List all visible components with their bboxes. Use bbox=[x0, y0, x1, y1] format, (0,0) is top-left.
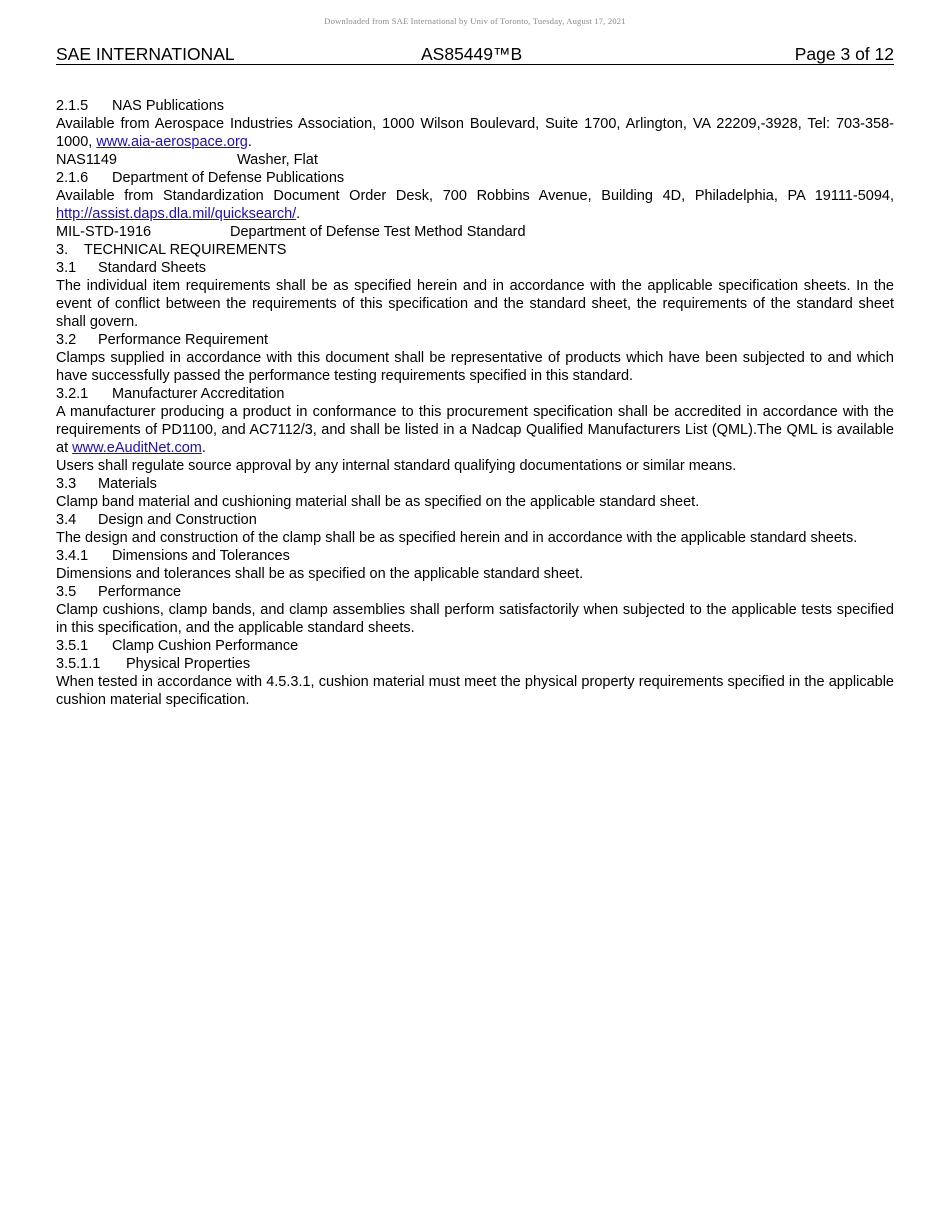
section-heading-3-5-1 bbox=[56, 637, 894, 655]
paragraph-nas-availability: Available from Aerospace Industries Association, 1000 Wilson Boulevard, Suite 1700, Arlington, VA 22209,-3928, Tel: 703-358-1000, www.aia-aerospace.org. bbox=[56, 116, 894, 150]
paragraph-text: Available from Aerospace Industries Association, 1000 Wilson Boulevard, Suite 1700, Arlington, VA 22209,-3928, Tel: 703-358-1000, bbox=[56, 116, 894, 150]
header-document-number: AS85449™B bbox=[421, 44, 523, 64]
reference-nas1149 bbox=[56, 151, 894, 169]
section-heading-3-1 bbox=[56, 259, 894, 277]
aia-aerospace-link[interactable]: www.aia-aerospace.org bbox=[96, 134, 248, 150]
section-number: 2.1.5 bbox=[56, 98, 89, 114]
section-number: 3.5.1 bbox=[56, 638, 89, 654]
section-heading-2-1-6 bbox=[56, 169, 894, 187]
paragraph-physical-properties: When tested in accordance with 4.5.3.1, cushion material must meet the physical property requirements specified in the applicable cushion material specification. bbox=[56, 674, 894, 708]
reference-description: Department of Defense Test Method Standard bbox=[230, 224, 526, 240]
download-watermark: Downloaded from SAE International by Univ of Toronto, Tuesday, August 17, 2021 bbox=[324, 16, 626, 26]
section-title: Materials bbox=[98, 476, 157, 492]
section-number: 3.3 bbox=[56, 476, 77, 492]
section-heading-3-3 bbox=[56, 475, 894, 493]
paragraph-dimensions-tolerances: Dimensions and tolerances shall be as specified on the applicable standard sheet. bbox=[56, 566, 584, 582]
section-heading-3-2 bbox=[56, 331, 894, 349]
section-title: Standard Sheets bbox=[98, 260, 207, 276]
assist-quicksearch-link[interactable]: http://assist.daps.dla.mil/quicksearch/ bbox=[56, 206, 297, 222]
section-number: 3.4.1 bbox=[56, 548, 89, 564]
paragraph-design-construction: The design and construction of the clamp shall be as specified herein and in accordance with the applicable standard sheets. bbox=[56, 530, 858, 546]
section-title: NAS Publications bbox=[112, 98, 225, 114]
section-title: Performance Requirement bbox=[98, 332, 269, 348]
eauditnet-link[interactable]: www.eAuditNet.com bbox=[72, 440, 202, 456]
paragraph-materials: Clamp band material and cushioning material shall be as specified on the applicable standard sheet. bbox=[56, 494, 700, 510]
section-number: 3.1 bbox=[56, 260, 77, 276]
section-heading-2-1-5 bbox=[56, 97, 894, 115]
reference-code: NAS1149 bbox=[56, 152, 117, 168]
document-body bbox=[56, 97, 894, 709]
section-heading-3-5 bbox=[56, 583, 894, 601]
header-organization: SAE INTERNATIONAL bbox=[56, 44, 235, 64]
section-heading-3-4 bbox=[56, 511, 894, 529]
section-title: Clamp Cushion Performance bbox=[112, 638, 299, 654]
paragraph-dod-availability: Available from Standardization Document Order Desk, 700 Robbins Avenue, Building 4D, Philadelphia, PA 19111-5094, http://assist.daps.dla.mil/quicksearch/. bbox=[56, 188, 894, 222]
section-number: 3. bbox=[56, 242, 69, 258]
paragraph-source-approval: Users shall regulate source approval by any internal standard qualifying documentations or similar means. bbox=[56, 458, 737, 474]
reference-description: Washer, Flat bbox=[237, 152, 318, 168]
paragraph-standard-sheets: The individual item requirements shall be as specified herein and in accordance with the applicable specification sheets. In the event of conflict between the requirements of this specification and the standard sheet, the requirements of the standard sheet shall govern. bbox=[56, 278, 894, 330]
section-number: 3.5.1.1 bbox=[56, 656, 101, 672]
page-header bbox=[56, 44, 894, 65]
section-number: 3.2.1 bbox=[56, 386, 89, 402]
paragraph-text: A manufacturer producing a product in conformance to this procurement specification shall be accredited in accordance with the requirements of PD1100, and AC7112/3, and shall be listed in a Nadcap Qualified Manufacturers List (QML).The QML is available at bbox=[56, 404, 894, 456]
section-title: Physical Properties bbox=[126, 656, 251, 672]
section-heading-3-5-1-1 bbox=[56, 655, 894, 673]
section-title: Dimensions and Tolerances bbox=[112, 548, 290, 564]
section-number: 3.5 bbox=[56, 584, 77, 600]
section-number: 3.4 bbox=[56, 512, 77, 528]
section-number: 3.2 bbox=[56, 332, 77, 348]
paragraph-manufacturer-accreditation: A manufacturer producing a product in conformance to this procurement specification shall be accredited in accordance with the requirements of PD1100, and AC7112/3, and shall be listed in a Nadcap Qualified Manufacturers List (QML).The QML is available at www.eAuditNet.com. bbox=[56, 404, 894, 456]
section-heading-3-4-1 bbox=[56, 547, 894, 565]
section-heading-3-2-1 bbox=[56, 385, 894, 403]
section-title: TECHNICAL REQUIREMENTS bbox=[84, 242, 287, 258]
section-title: Department of Defense Publications bbox=[112, 170, 345, 186]
section-title: Performance bbox=[98, 584, 182, 600]
reference-mil-std-1916 bbox=[56, 223, 894, 241]
section-title: Design and Construction bbox=[98, 512, 257, 528]
section-number: 2.1.6 bbox=[56, 170, 89, 186]
section-title: Manufacturer Accreditation bbox=[112, 386, 285, 402]
reference-code: MIL-STD-1916 bbox=[56, 224, 152, 240]
paragraph-text: Available from Standardization Document Order Desk, 700 Robbins Avenue, Building 4D, Philadelphia, PA 19111-5094, bbox=[56, 188, 894, 204]
paragraph-performance-requirement: Clamps supplied in accordance with this document shall be representative of products which have been subjected to and which have successfully passed the performance testing requirements specified in this standard. bbox=[56, 350, 894, 384]
header-page-number: Page 3 of 12 bbox=[794, 44, 894, 64]
paragraph-performance: Clamp cushions, clamp bands, and clamp assemblies shall perform satisfactorily when subjected to the applicable tests specified in this specification, and the applicable standard sheets. bbox=[56, 602, 894, 636]
section-heading-3 bbox=[56, 241, 894, 259]
